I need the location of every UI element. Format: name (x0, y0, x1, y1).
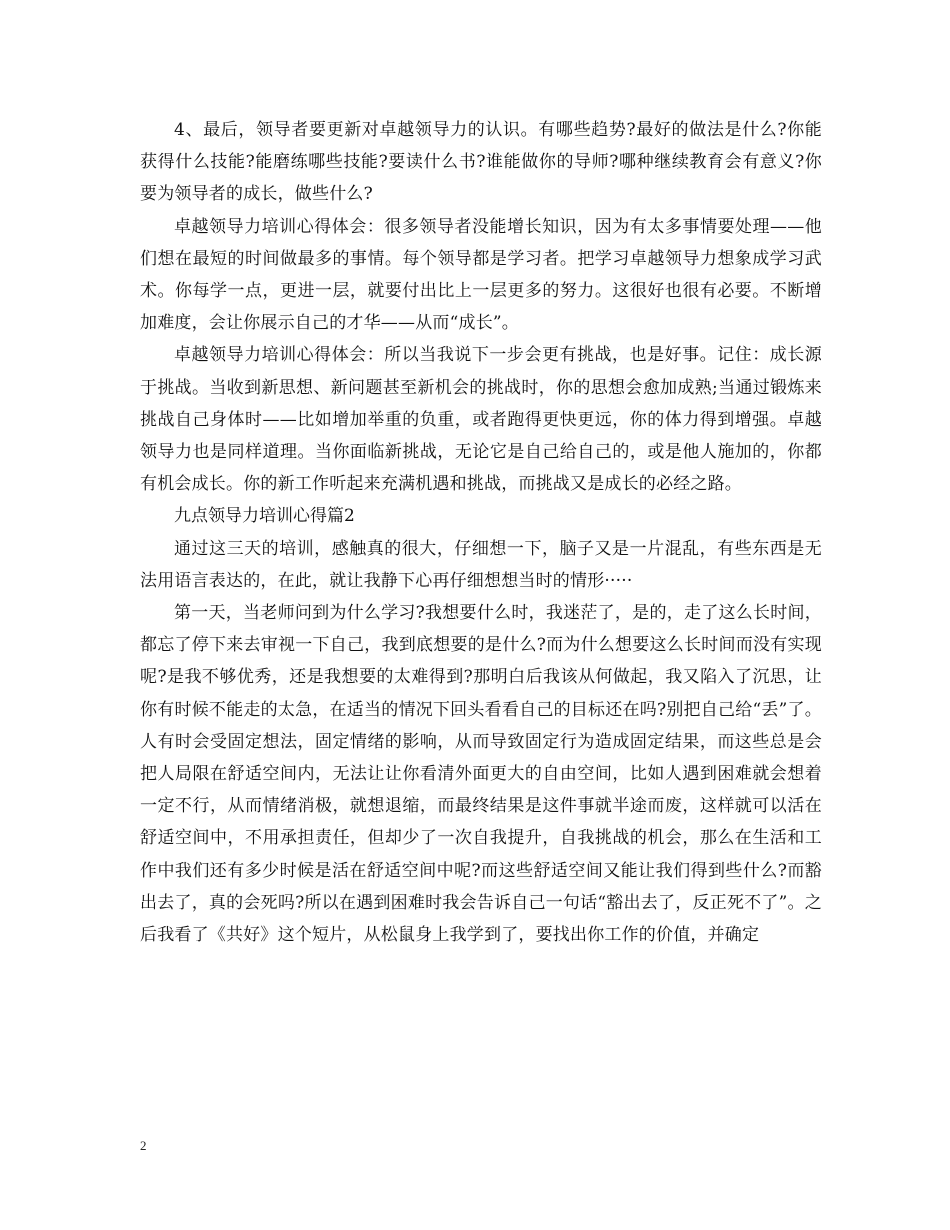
paragraph-learning-martial-arts: 卓越领导力培训心得体会：很多领导者没能增长知识，因为有太多事情要处理——他们想在最短的时间做最多的事情。每个领导都是学习者。把学习卓越领导力想象成学习武术。你每学一点，更进一层，就要付出比上一层更多的努力。这很好也很有必要。不断增加难度，会让你展示自己的才华——从而“成长”。 (140, 216, 822, 334)
paragraph-first-day: 第一天，当老师问到为什么学习?我想要什么时，我迷茫了，是的，走了这么长时间，都忘了停下来去审视一下自己，我到底想要的是什么?而为什么想要这么长时间而没有实现呢?是我不够优秀，还是我想要的太难得到?那明白后我该从何做起，我又陷入了沉思，让你有时候不能走的太急，在适当的情况下回头看看自己的目标还在吗?别把自己给“丢”了。人有时会受固定想法，固定情绪的影响，从而导致固定行为造成固定结果，而这些总是会把人局限在舒适空间内，无法让让你看清外面更大的自由空间，比如人遇到困难就会想着一定不行，从而情绪消极，就想退缩，而最终结果是这件事就半途而废，这样就可以活在舒适空间中，不用承担责任，但却少了一次自我提升，自我挑战的机会，那么在生活和工作中我们还有多少时候是活在舒适空间中呢?而这些舒适空间又能让我们得到些什么?而豁出去了，真的会死吗?所以在遇到困难时我会告诉自己一句话“豁出去了，反正死不了”。之后我看了《共好》这个短片，从松鼠身上我学到了，要找出你工作的价值，并确定 (140, 603, 822, 946)
paragraph-growth-from-challenge: 卓越领导力培训心得体会：所以当我说下一步会更有挑战，也是好事。记住：成长源于挑战。当收到新思想、新问题甚至新机会的挑战时，你的思想会愈加成熟;当通过锻炼来挑战自己身体时——比如增加举重的负重，或者跑得更快更远，你的体力得到增强。卓越领导力也是同样道理。当你面临新挑战，无论它是自己给自己的，或是他人施加的，你都有机会成长。你的新工作听起来充满机遇和挑战，而挑战又是成长的必经之路。 (140, 345, 822, 495)
section-heading: 九点领导力培训心得篇2 (174, 506, 355, 527)
paragraph-leadership-point-4: 4、最后，领导者要更新对卓越领导力的认识。有哪些趋势?最好的做法是什么?你能获得什么技能?能磨练哪些技能?要读什么书?谁能做你的导师?哪种继续教育会有意义?你要为领导者的成长，做些什么? (140, 120, 822, 205)
document-body (140, 114, 822, 951)
page-number: 2 (140, 1138, 147, 1153)
paragraph-training-reflection: 通过这三天的培训，感触真的很大，仔细想一下，脑子又是一片混乱，有些东西是无法用语言表达的，在此，就让我静下心再仔细想想当时的情形····· (140, 538, 822, 591)
